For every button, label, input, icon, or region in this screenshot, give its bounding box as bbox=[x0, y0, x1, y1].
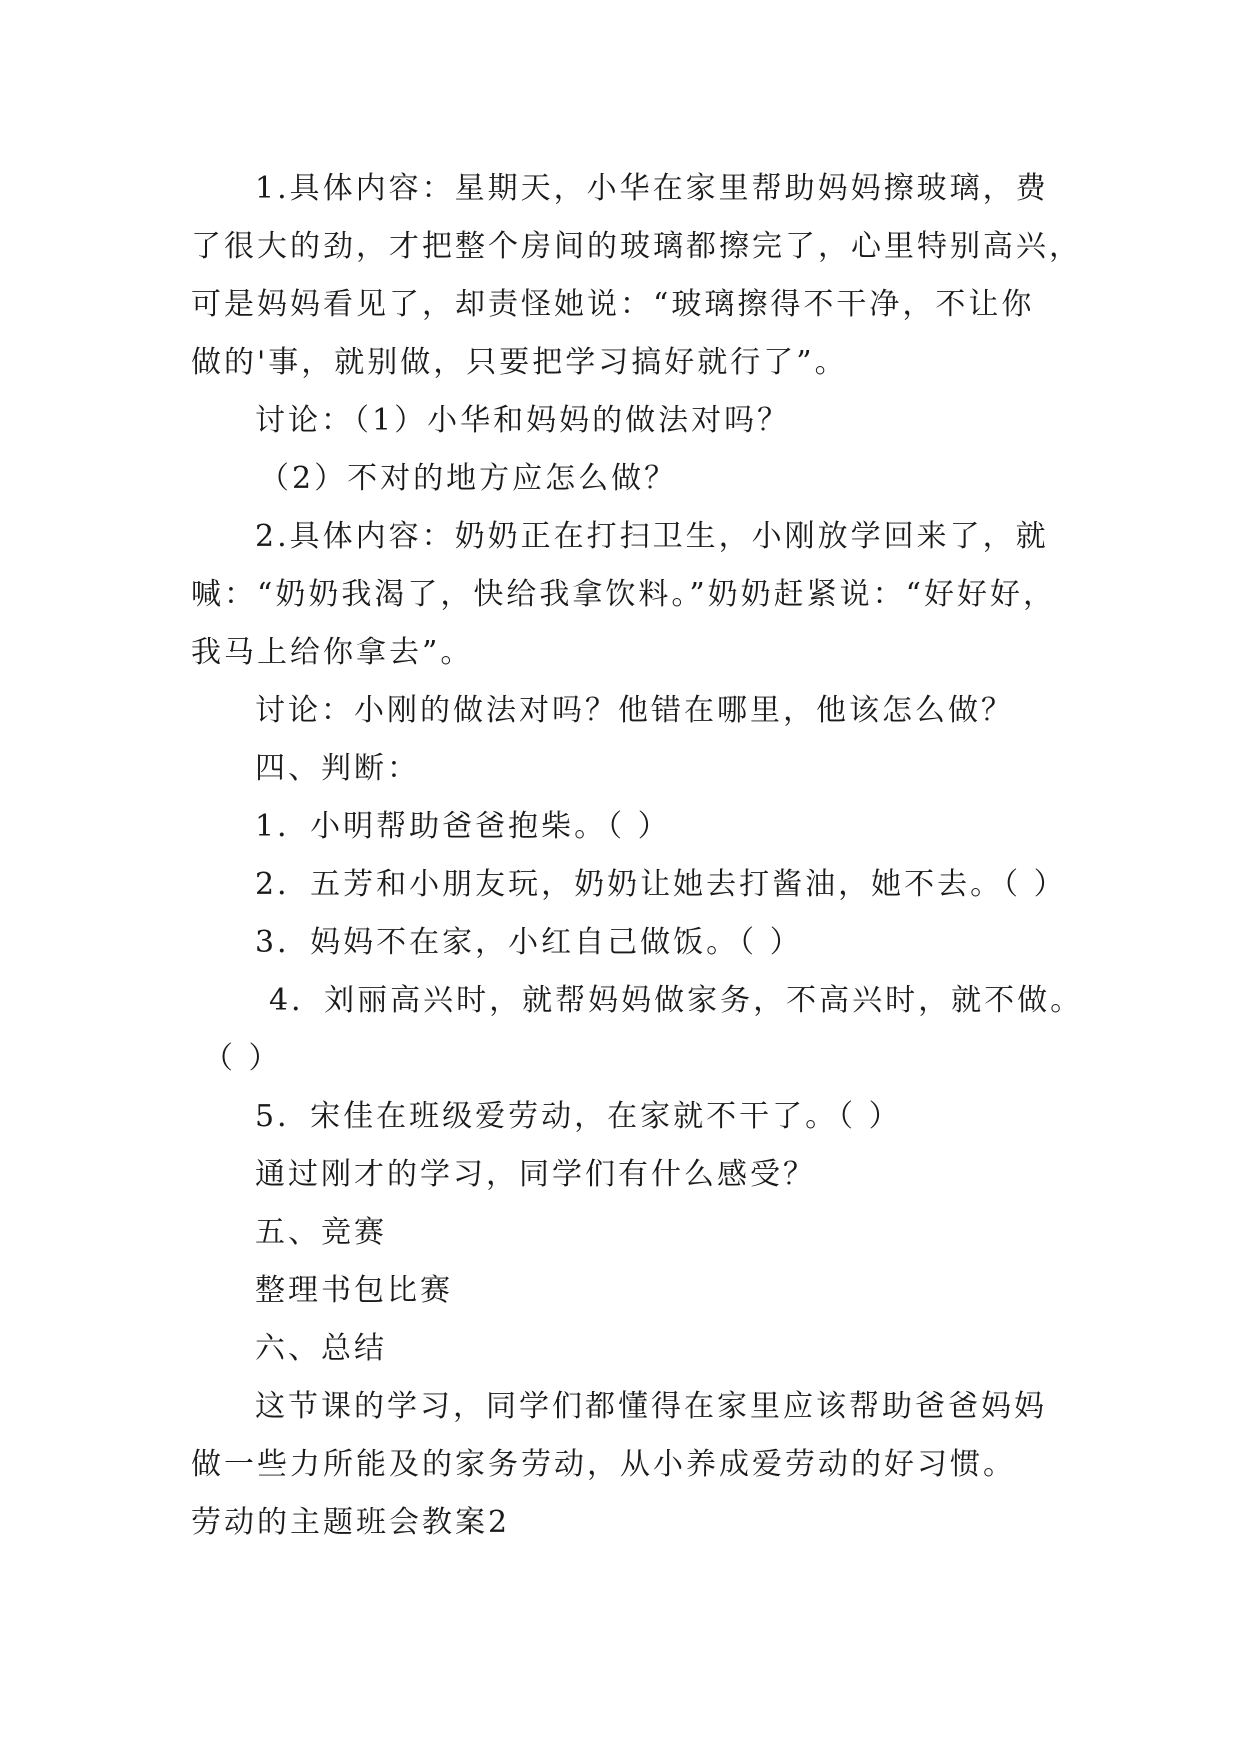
judgment-item: 1．小明帮助爸爸抱柴。（ ） bbox=[255, 809, 671, 844]
text-line: 做一些力所能及的家务劳动，从小养成爱劳动的好习惯。 bbox=[191, 1447, 1016, 1482]
text-line: 整理书包比赛 bbox=[255, 1273, 453, 1308]
discussion-line: （2）不对的地方应怎么做？ bbox=[259, 461, 678, 496]
section-heading: 四、判断： bbox=[255, 751, 420, 786]
text-line: 这节课的学习，同学们都懂得在家里应该帮助爸爸妈妈 bbox=[255, 1389, 1047, 1424]
discussion-line: 讨论：（1）小华和妈妈的做法对吗？ bbox=[255, 403, 791, 438]
document-subtitle: 劳动的主题班会教案2 bbox=[191, 1505, 511, 1540]
judgment-item: 5．宋佳在班级爱劳动，在家就不干了。（ ） bbox=[255, 1099, 902, 1134]
judgment-item-continued: （ ） bbox=[203, 1041, 282, 1076]
discussion-line: 讨论：小刚的做法对吗？他错在哪里，他该怎么做？ bbox=[255, 693, 1014, 728]
text-line: 了很大的劲，才把整个房间的玻璃都擦完了，心里特别高兴， bbox=[191, 229, 1082, 264]
text-line: 可是妈妈看见了，却责怪她说：“玻璃擦得不干净，不让你 bbox=[191, 287, 1035, 322]
text-line: 通过刚才的学习，同学们有什么感受？ bbox=[255, 1157, 816, 1192]
text-line: 2.具体内容：奶奶正在打扫卫生，小刚放学回来了，就 bbox=[255, 519, 1049, 554]
text-line: 喊：“奶奶我渴了，快给我拿饮料。”奶奶赶紧说：“好好好， bbox=[191, 577, 1057, 612]
document-body bbox=[191, 160, 1091, 1552]
judgment-item: 2．五芳和小朋友玩，奶奶让她去打酱油，她不去。（ ） bbox=[255, 867, 1067, 902]
section-heading: 六、总结 bbox=[255, 1331, 387, 1366]
section-heading: 五、竞赛 bbox=[255, 1215, 387, 1250]
text-line: 1.具体内容：星期天，小华在家里帮助妈妈擦玻璃，费 bbox=[255, 171, 1049, 206]
judgment-item: 3．妈妈不在家，小红自己做饭。（ ） bbox=[255, 925, 803, 960]
text-line: 做的'事，就别做，只要把学习搞好就行了”。 bbox=[191, 345, 848, 380]
text-line: 我马上给你拿去”。 bbox=[191, 635, 474, 670]
judgment-item: 4．刘丽高兴时，就帮妈妈做家务，不高兴时，就不做。 bbox=[269, 983, 1084, 1018]
